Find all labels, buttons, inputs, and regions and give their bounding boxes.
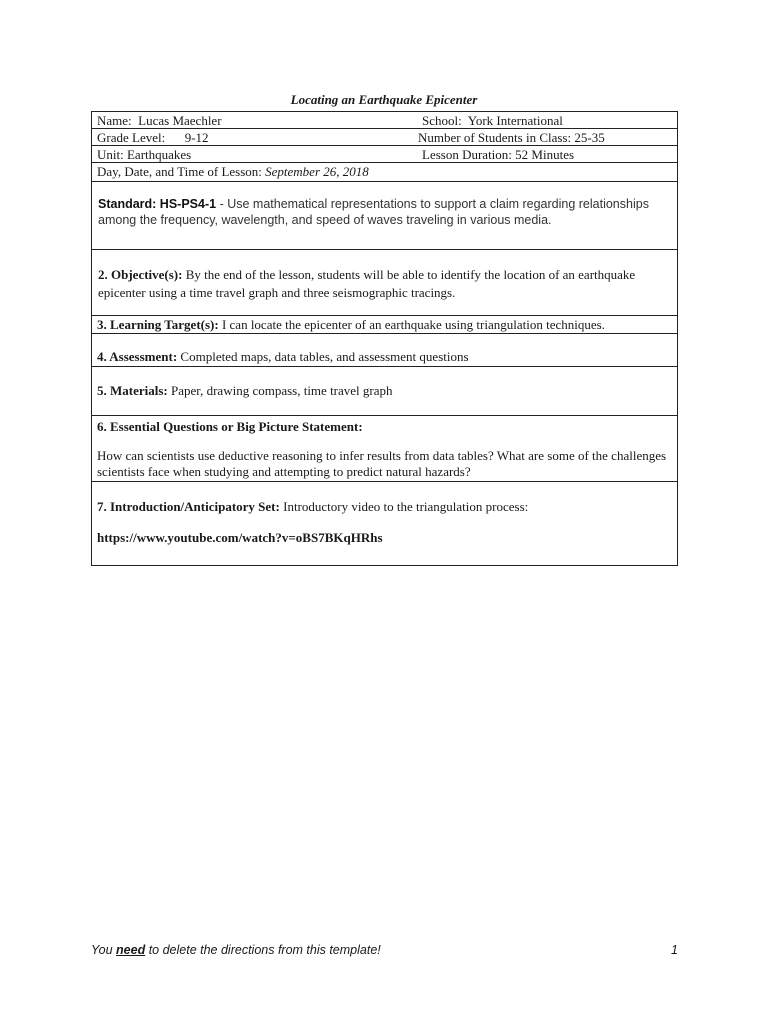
info-row-date xyxy=(92,163,677,182)
footer-need: need xyxy=(116,943,146,957)
name-label: Name: xyxy=(97,113,132,128)
standard-label: Standard: HS-PS4-1 xyxy=(98,197,217,211)
youtube-link[interactable]: https://www.youtube.com/watch?v=oBS7BKqHRhs xyxy=(97,530,383,545)
footer-pre: You xyxy=(91,943,117,957)
objective-text: By the end of the lesson, students will be able to identify the location of an earthquake epicenter using a time travel graph and three seismographic tracings. xyxy=(98,267,636,300)
objective-section xyxy=(92,250,677,316)
info-row-grade xyxy=(92,129,677,146)
assessment-label: 4. Assessment: xyxy=(97,349,178,364)
standard-section xyxy=(92,182,677,250)
unit-value: Earthquakes xyxy=(126,147,192,162)
learning-target-section xyxy=(92,316,677,334)
essential-questions-text: How can scientists use deductive reasoning to infer results from data tables? What are some of the challenges scientists face when studying and attempting to predict natural hazards? xyxy=(97,448,667,479)
standard-text: - Use mathematical representations to support a claim regarding relationships among the frequency, wavelength, and speed of waves traveling in various media. xyxy=(98,197,649,227)
students-label: Number of Students in Class: xyxy=(418,130,572,145)
essential-questions-label: 6. Essential Questions or Big Picture Statement: xyxy=(97,419,363,434)
introduction-text: Introductory video to the triangulation process: xyxy=(279,499,529,514)
unit-label: Unit: xyxy=(97,147,124,162)
materials-text: Paper, drawing compass, time travel graph xyxy=(167,383,393,398)
students-value: 25-35 xyxy=(574,130,605,145)
footer xyxy=(91,943,678,957)
students-cell xyxy=(418,129,605,146)
document-title: Locating an Earthquake Epicenter xyxy=(290,92,478,107)
date-value: September 26, 2018 xyxy=(265,164,369,179)
school-cell xyxy=(422,112,563,129)
materials-label: 5. Materials: xyxy=(97,383,168,398)
assessment-section xyxy=(92,334,677,367)
info-row-name xyxy=(92,112,677,129)
assessment-text: Completed maps, data tables, and assessment questions xyxy=(177,349,469,364)
materials-section xyxy=(92,367,677,416)
duration-label: Lesson Duration: xyxy=(422,147,512,162)
date-label: Day, Date, and Time of Lesson: xyxy=(97,164,262,179)
introduction-label: 7. Introduction/Anticipatory Set: xyxy=(97,499,280,514)
duration-value: 52 Minutes xyxy=(515,147,575,162)
essential-questions-section xyxy=(92,416,677,482)
grade-label: Grade Level: xyxy=(97,130,166,145)
school-label: School: xyxy=(422,113,462,128)
info-row-unit xyxy=(92,146,677,163)
duration-cell xyxy=(422,146,574,163)
page-number: 1 xyxy=(671,943,678,957)
introduction-section xyxy=(92,482,677,565)
objective-label: 2. Objective(s): xyxy=(98,267,183,282)
lesson-plan-table xyxy=(91,111,678,566)
learning-target-text: I can locate the epicenter of an earthquake using triangulation techniques. xyxy=(218,317,605,332)
learning-target-label: 3. Learning Target(s): xyxy=(97,317,219,332)
name-value: Lucas Maechler xyxy=(138,113,222,128)
footer-post: to delete the directions from this template! xyxy=(145,943,381,957)
grade-value: 9-12 xyxy=(184,130,209,145)
school-value: York International xyxy=(467,113,563,128)
